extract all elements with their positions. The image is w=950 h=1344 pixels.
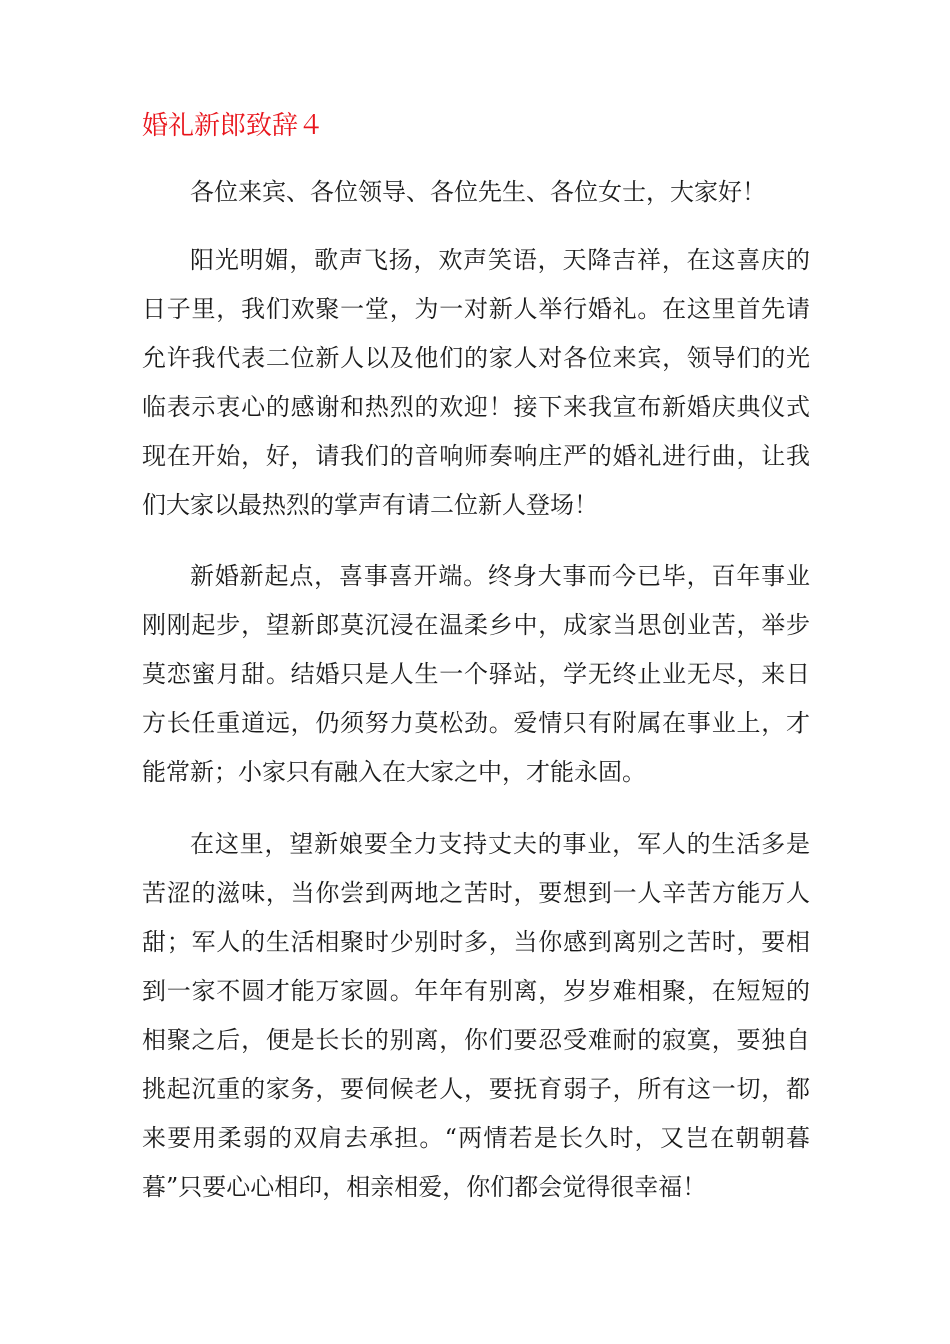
opening-paragraph: 阳光明媚，歌声飞扬，欢声笑语，天降吉祥，在这喜庆的日子里，我们欢聚一堂，为一对新人举行婚礼。在这里首先请允许我代表二位新人以及他们的家人对各位来宾，领导们的光临表示衷心的感谢和热烈的欢迎！接下来我宣布新婚庆典仪式现在开始，好，请我们的音响师奏响庄严的婚礼进行曲，让我们大家以最热烈的掌声有请二位新人登场！ — [142, 246, 810, 519]
document-title: 婚礼新郎致辞４ — [142, 111, 325, 141]
bride-advice-paragraph: 在这里，望新娘要全力支持丈夫的事业，军人的生活多是苦涩的滋味，当你尝到两地之苦时，要想到一人辛苦方能万人甜；军人的生活相聚时少别时多，当你感到离别之苦时，要相到一家不圆才能万家圆。年年有别离，岁岁难相聚，在短短的相聚之后，便是长长的别离，你们要忍受难耐的寂寞，要独自挑起沉重的家务，要伺候老人，要抚育弱子，所有这一切，都来要用柔弱的双肩去承担。“两情若是长久时，又岂在朝朝暮暮”只要心心相印，相亲相爱，你们都会觉得很幸福！ — [142, 830, 810, 1201]
greeting-paragraph: 各位来宾、各位领导、各位先生、各位女士，大家好！ — [190, 178, 766, 206]
groom-advice-paragraph: 新婚新起点，喜事喜开端。终身大事而今已毕，百年事业刚刚起步，望新郎莫沉浸在温柔乡中，成家当思创业苦，举步莫恋蜜月甜。结婚只是人生一个驿站，学无终止业无尽，来日方长任重道远，仍须努力莫松劲。爱情只有附属在事业上，才能常新；小家只有融入在大家之中，才能永固。 — [142, 562, 810, 786]
